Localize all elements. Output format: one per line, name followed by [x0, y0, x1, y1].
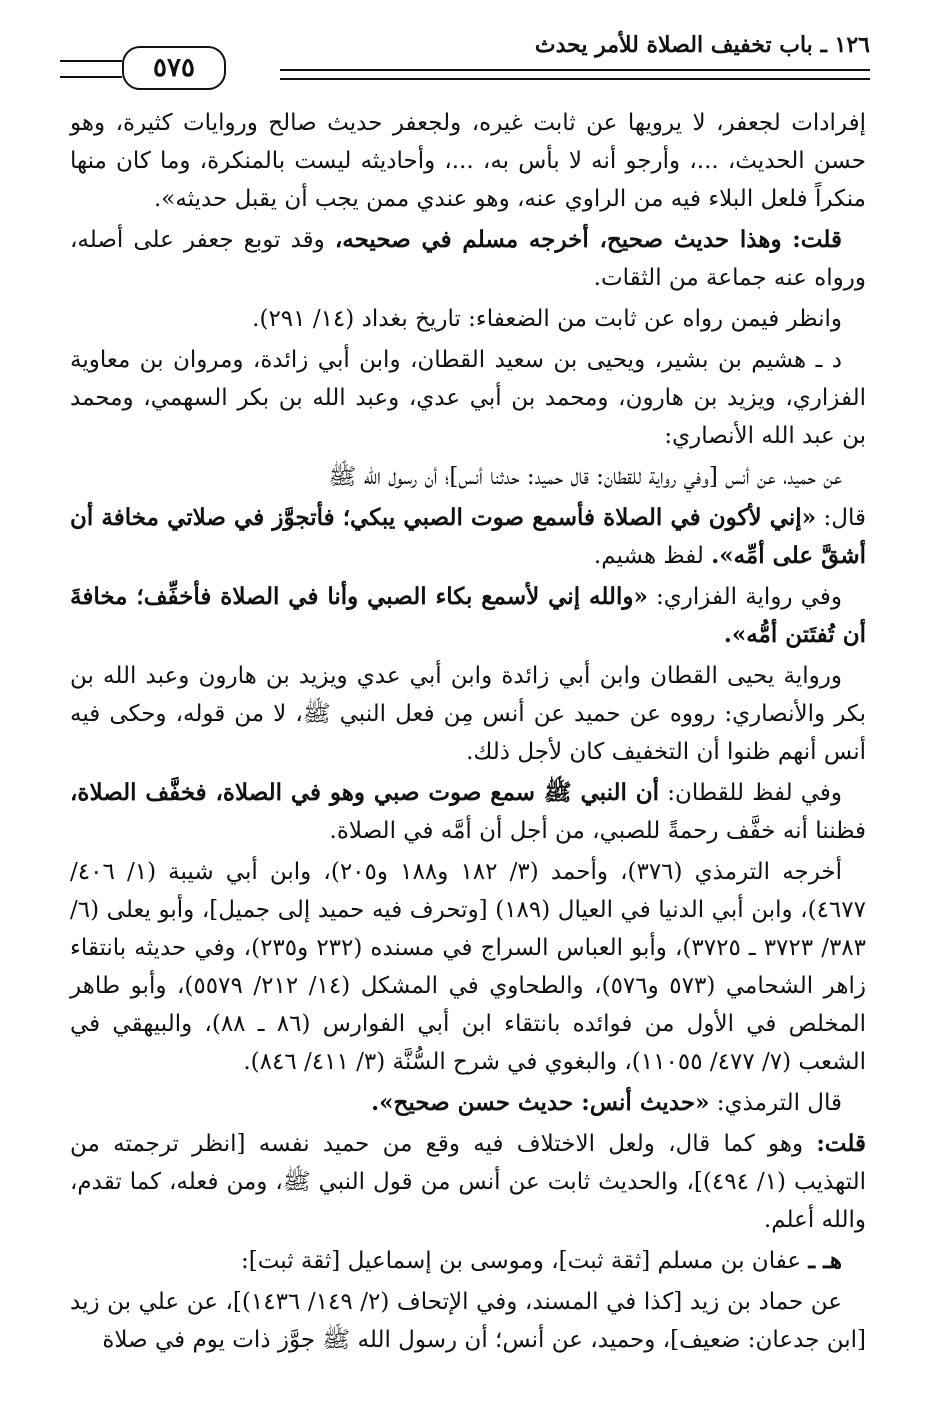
paragraph: أخرجه الترمذي (٣٧٦)، وأحمد (٣/ ١٨٢ و١٨٨ و٢٠٥)، وابن أبي شيبة (١/ ٤٠٦/ ٤٦٧٧)، وابن أبي الدنيا في العيال (١٨٩) [وتحرف فيه حميد إلى جميل]، وأبو يعلى (٦/ ٣٨٣/ ٣٧٢٣ ـ ٣٧٢٥)، وأبو العباس السراج في مسنده (٢٣٢ و٢٣٥)، وفي حديثه بانتقاء زاهر الشحامي (٥٧٣ و٥٧٦)، والطحاوي في المشكل (١٤/ ٢١٢/ ٥٥٧٩)، وأبو طاهر المخلص في الأول من فوائده بانتقاء ابن أبي الفوارس (٨٦ ـ ٨٨)، والبيهقي في الشعب (٧/ ٤٧٧/ ١١٠٥٥)، والبغوي في شرح السُّنَّة (٣/ ٤١١/ ٨٤٦).: [70, 859, 867, 1075]
paragraph: د ـ هشيم بن بشير، ويحيى بن سعيد القطان، وابن أبي زائدة، ومروان بن معاوية الفزاري، ويزيد بن هارون، ومحمد بن أبي عدي، وعبد الله بن بكر السهمي، ومحمد بن عبد الله الأنصاري:: [70, 347, 866, 449]
paragraph: وفي لفظ للقطان: أن النبي ﷺ سمع صوت صبي وهو في الصلاة، فخفَّف الصلاة، فظننا أنه خفَّف رحمةً للصبي، من أجل أن أمَّه في الصلاة.: [70, 779, 866, 844]
header-left-rule: [60, 60, 122, 78]
header-rule: [280, 78, 870, 80]
paragraph: قال: «إني لأكون في الصلاة فأسمع صوت الصبي يبكي؛ فأتجوَّز في صلاتي مخافة أن أشقَّ على أمِّه». لفظ هشيم.: [70, 504, 866, 569]
paragraph: عن حميد، عن أنس [وفي رواية للقطان: قال حميد: حدثنا أنس]؛ أن رسول الله ﷺ: [328, 464, 842, 490]
page-number: ٥٧٥: [153, 53, 195, 83]
page-number-frame: [122, 46, 226, 90]
page-header: [60, 28, 870, 90]
paragraph: هـ ـ عفان بن مسلم [ثقة ثبت]، وموسى بن إسماعيل [ثقة ثبت]:: [240, 1247, 842, 1274]
paragraph: إفرادات لجعفر، لا يرويها عن ثابت غيره، ولجعفر حديث صالح وروايات كثيرة، وهو حسن الحديث، ...، وأرجو أنه لا بأس به، ...، وأحاديثه ليست بالمنكرة، وما كان منها منكراً فلعل البلاء فيه من الراوي عنه، وهو عندي ممن يجب أن يقبل حديثه».: [70, 110, 866, 212]
header-rule: [280, 69, 870, 71]
page-body: [70, 104, 866, 1362]
paragraph: عن حماد بن زيد [كذا في المسند، وفي الإتحاف (٢/ ١٤٩/ ١٤٣٦)]، عن علي بن زيد [ابن جدعان: ضعيف]، وحميد، عن أنس؛ أن رسول الله ﷺ جوَّز ذات يوم في صلاة: [70, 1289, 866, 1353]
paragraph: قلت: وهو كما قال، ولعل الاختلاف فيه وقع من حميد نفسه [انظر ترجمته من التهذيب (١/ ٤٩٤)]، والحديث ثابت عن أنس من قول النبي ﷺ، ومن فعله، كما تقدم، والله أعلم.: [70, 1130, 867, 1233]
paragraph: وانظر فيمن رواه عن ثابت من الضعفاء: تاريخ بغداد (١٤/ ٢٩١).: [252, 306, 842, 332]
chapter-title: ١٢٦ ـ باب تخفيف الصلاة للأمر يحدث: [534, 32, 870, 58]
paragraph: وفي رواية الفزاري: «والله إني لأسمع بكاء الصبي وأنا في الصلاة فأخفِّف؛ مخافةَ أن تُفتَتن أمُّه».: [70, 583, 866, 648]
paragraph: قال الترمذي: «حديث أنس: حديث حسن صحيح».: [371, 1089, 842, 1116]
paragraph: قلت: وهذا حديث صحيح، أخرجه مسلم في صحيحه، وقد توبع جعفر على أصله، ورواه عنه جماعة من الثقات.: [70, 226, 866, 291]
paragraph: ورواية يحيى القطان وابن أبي زائدة وابن أبي عدي ويزيد بن هارون وعبد الله بن بكر والأنصاري: رووه عن حميد عن أنس مِن فعل النبي ﷺ، لا من قوله، وحكى فيه أنس أنهم ظنوا أن التخفيف كان لأجل ذلك.: [70, 663, 866, 765]
